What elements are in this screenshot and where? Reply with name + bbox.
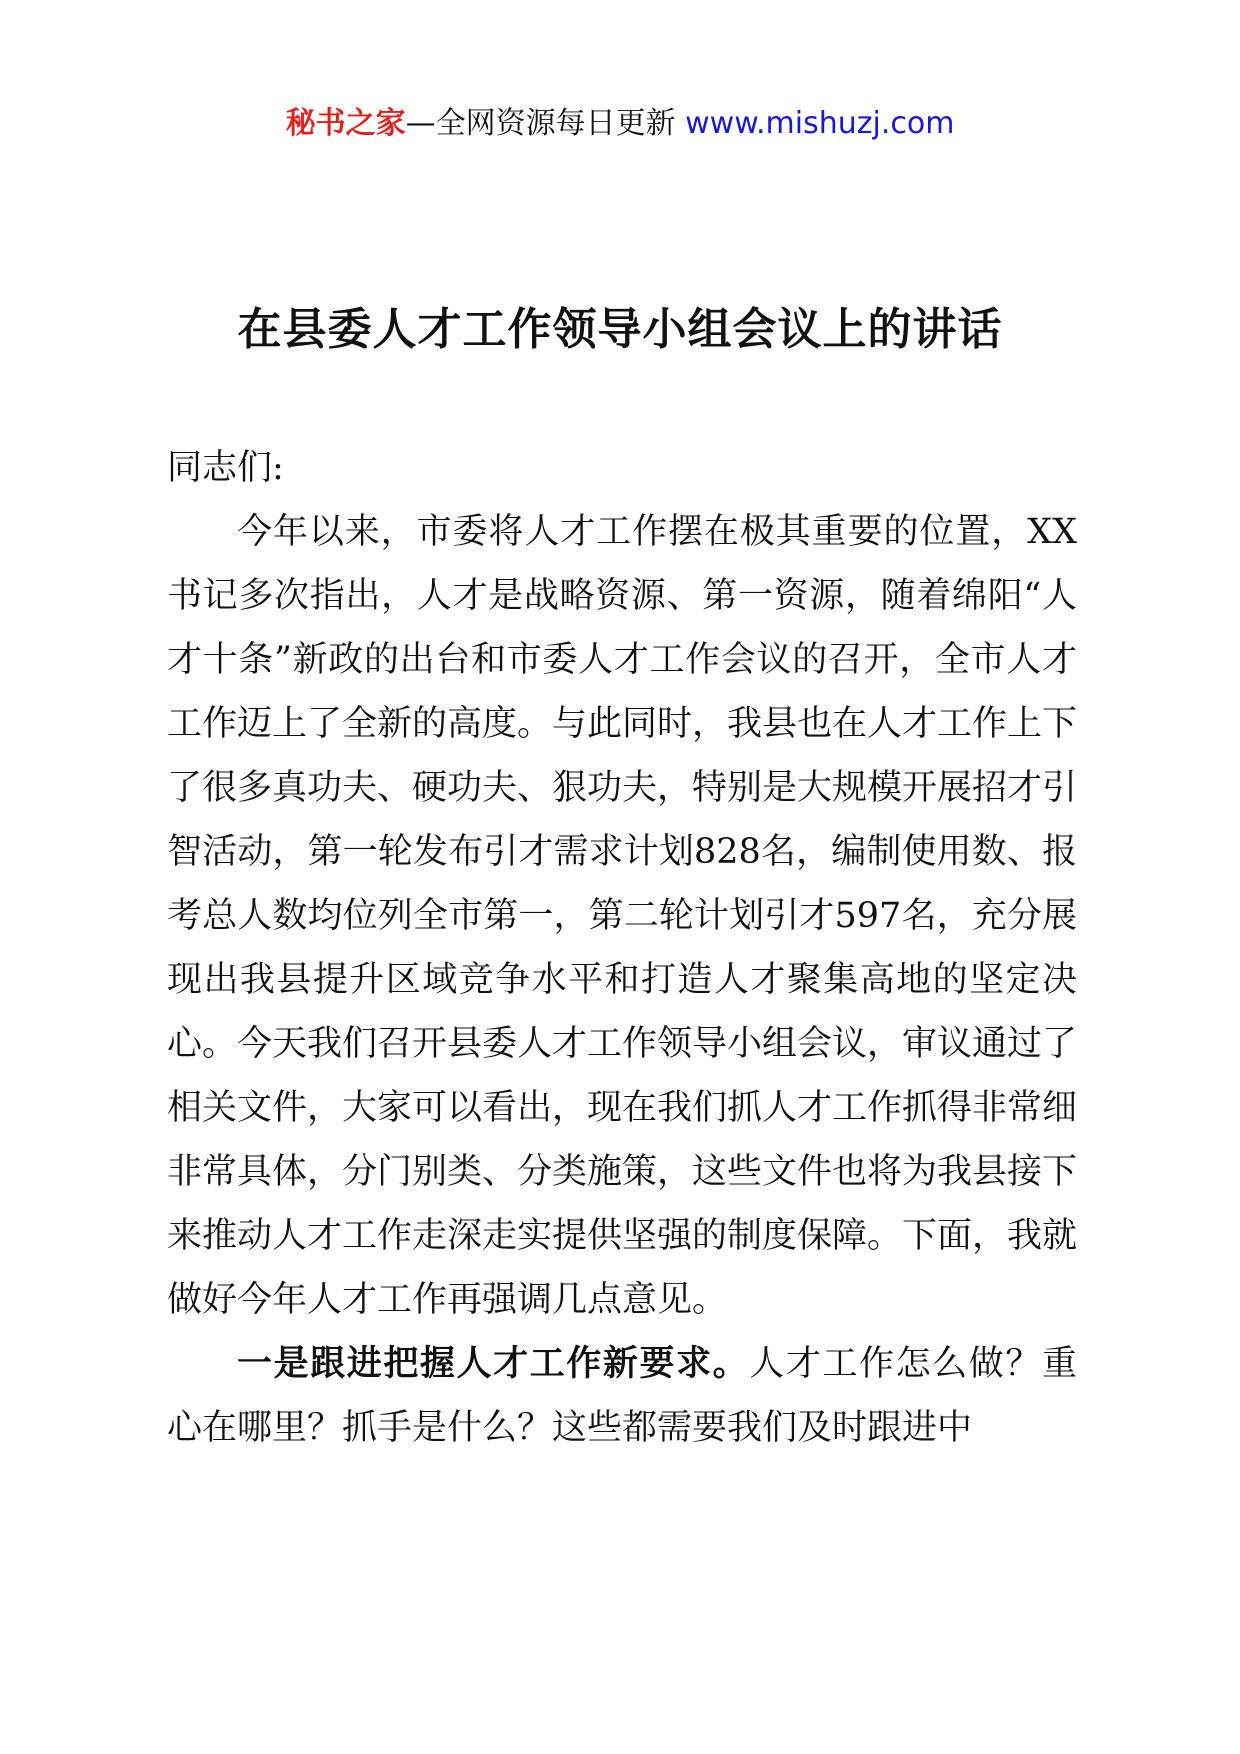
document-body: [167, 500, 1077, 1460]
site-tagline: —全网资源每日更新: [405, 106, 676, 141]
site-url-link[interactable]: www.mishuzj.com: [685, 106, 955, 141]
paragraph-text: 今年以来，市委将人才工作摆在极其重要的位置，XX书记多次指出，人才是战略资源、第一资源，随着绵阳“人才十条”新政的出台和市委人才工作会议的召开，全市人才工作迈上了全新的高度。与此同时，我县也在人才工作上下了很多真功夫、硬功夫、狠功夫，特别是大规模开展招才引智活动，第一轮发布引才需求计划828名，编制使用数、报考总人数均位列全市第一，第二轮计划引才597名，充分展现出我县提升区域竞争水平和打造人才聚集高地的坚定决心。今天我们召开县委人才工作领导小组会议，审议通过了相关文件，大家可以看出，现在我们抓人才工作抓得非常细非常具体，分门别类、分类施策，这些文件也将为我县接下来推动人才工作走深走实提供坚强的制度保障。下面，我就做好今年人才工作再强调几点意见。: [167, 512, 1078, 1320]
paragraph-intro: [167, 500, 1077, 1332]
site-brand: 秘书之家: [285, 106, 406, 141]
paragraph-lead: 一是跟进把握人才工作新要求。: [237, 1343, 750, 1384]
document-title: 在县委人才工作领导小组会议上的讲话: [237, 304, 1003, 355]
paragraph-text: 人才工作怎么做？重心在哪里？抓手是什么？这些都需要我们及时跟进中: [167, 1344, 1077, 1448]
salutation: 同志们:: [167, 448, 284, 488]
paragraph-point-one: [167, 1332, 1077, 1460]
site-header: [0, 100, 1240, 148]
